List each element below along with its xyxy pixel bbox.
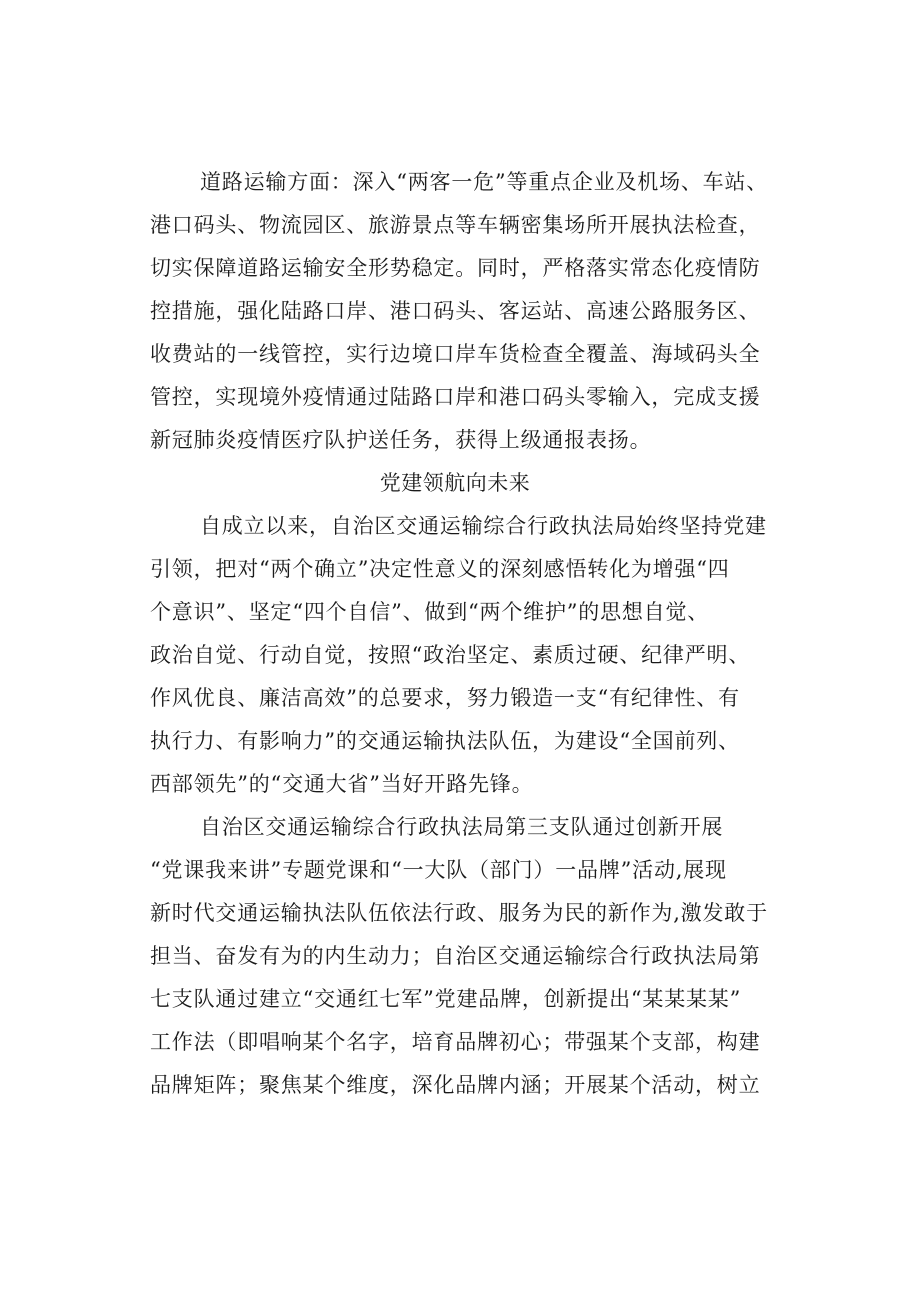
text-line: 引领，把对“两个确立”决定性意义的深刻感悟转化为增强“四 <box>150 557 730 581</box>
text-line: 港口码头、物流园区、旅游景点等车辆密集场所开展执法检查， <box>150 213 761 237</box>
paragraph-third-detachment <box>150 806 830 1107</box>
text-line: 西部领先”的“交通大省”当好开路先锋。 <box>150 772 534 796</box>
text-line: 作风优良、廉洁高效”的总要求，努力锻造一支“有纪律性、有 <box>150 686 740 710</box>
text-line: 控措施，强化陆路口岸、港口码头、客运站、高速公路服务区、 <box>150 299 761 323</box>
text-line: 品牌矩阵；聚焦某个维度，深化品牌内涵；开展某个活动，树立 <box>150 1073 761 1097</box>
section-heading: 党建领航向未来 <box>379 471 531 495</box>
text-line: 工作法（即唱响某个名字，培育品牌初心；带强某个支部，构建 <box>150 1030 761 1054</box>
text-line: 执行力、有影响力”的交通运输执法队伍，为建设“全国前列、 <box>150 729 740 753</box>
text-line: 担当、奋发有为的内生动力；自治区交通运输综合行政执法局第 <box>150 944 761 968</box>
text-line: 新冠肺炎疫情医疗队护送任务，获得上级通报表扬。 <box>150 428 652 452</box>
paragraph-road-transport <box>150 161 830 462</box>
text-line: 收费站的一线管控，实行边境口岸车货检查全覆盖、海域码头全 <box>150 342 761 366</box>
text-line: 政治自觉、行动自觉，按照“政治坚定、素质过硬、纪律严明、 <box>150 643 751 667</box>
text-line: 道路运输方面：深入“两客一危”等重点企业及机场、车站、 <box>200 170 769 194</box>
text-line: 个意识”、坚定“四个自信”、做到“两个维护”的思想自觉、 <box>150 600 710 624</box>
text-line: 自治区交通运输综合行政执法局第三支队通过创新开展 <box>200 815 724 839</box>
document-body <box>150 161 830 1107</box>
text-line: 七支队通过建立“交通红七军”党建品牌，创新提出“某某某某” <box>150 987 742 1011</box>
text-line: “党课我来讲”专题党课和“一大队（部门）一品牌”活动,展现 <box>150 858 727 882</box>
text-line: 管控，实现境外疫情通过陆路口岸和港口码头零输入，完成支援 <box>150 385 761 409</box>
text-line: 新时代交通运输执法队伍依法行政、服务为民的新作为,激发敢于 <box>150 901 768 925</box>
paragraph-party-building <box>150 505 830 806</box>
text-line: 自成立以来，自治区交通运输综合行政执法局始终坚持党建 <box>200 514 767 538</box>
text-line: 切实保障道路运输安全形势稳定。同时，严格落实常态化疫情防 <box>150 256 761 280</box>
